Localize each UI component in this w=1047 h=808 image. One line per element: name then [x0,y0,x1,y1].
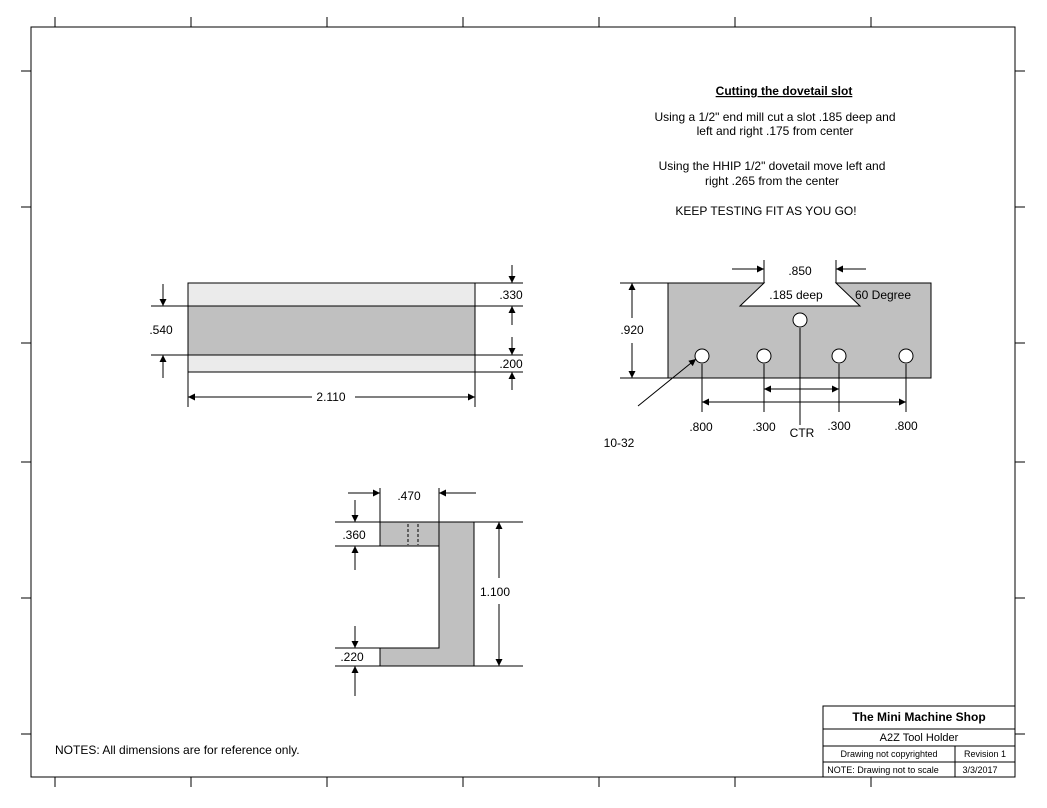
instructions-title: Cutting the dovetail slot [715,84,853,98]
title-block-copyright: Drawing not copyrighted [840,749,938,759]
instructions-line-5: KEEP TESTING FIT AS YOU GO! [675,204,857,218]
title-block-part-name: A2Z Tool Holder [879,732,959,744]
end-view-outer-left-dim: .800 [689,420,713,434]
side-view-body [380,522,474,666]
side-view-top-dim: .360 [342,528,366,542]
side-view [335,488,523,696]
side-view-height-dim: 1.100 [479,585,511,599]
title-block-revision: Revision 1 [963,749,1007,759]
title-block-date: 3/3/2017 [962,765,998,775]
instructions-line-3: Using the HHIP 1/2" dovetail move left and [658,159,886,173]
front-view [149,265,523,407]
end-view [604,260,931,450]
tapped-hole-2 [757,349,771,363]
title-block-company: The Mini Machine Shop [852,710,986,724]
side-view-width-dim: .470 [397,489,421,503]
instructions-line-1: Using a 1/2" end mill cut a slot .185 deep and [654,110,896,124]
instructions-line-4: right .265 from the center [704,174,840,188]
instructions-line-2: left and right .175 from center [696,124,854,138]
front-view-center-band [188,306,475,355]
end-view-height-dim: .920 [620,323,644,337]
front-view-top-dim: .330 [499,288,523,302]
end-view-outer-right-dim: .800 [894,419,918,433]
reference-note: NOTES: All dimensions are for reference only. [55,743,300,757]
tapped-hole-1 [695,349,709,363]
tapped-hole-3 [832,349,846,363]
title-block [823,706,1015,777]
front-view-top-band [188,283,475,306]
dovetail-instructions [654,84,895,218]
title-block-scale-note: NOTE: Drawing not to scale [827,765,939,775]
front-view-bottom-dim: .200 [499,357,523,371]
end-view-inner-right-dim: .300 [827,419,851,433]
end-view-inner-left-dim: .300 [752,420,776,434]
end-view-slot-depth: .185 deep [769,288,823,302]
tapped-hole-center [793,313,807,327]
tapped-hole-4 [899,349,913,363]
front-view-bottom-band [188,355,475,372]
end-view-slot-angle: 60 Degree [854,288,912,302]
side-view-bottom-dim: .220 [340,650,364,664]
front-view-center-dim: .540 [149,323,173,337]
end-view-slot-width-dim: .850 [788,264,812,278]
end-view-hole-callout: 10-32 [603,436,635,450]
end-view-center-label: CTR [789,426,815,440]
front-view-width-dim: 2.110 [316,390,346,404]
